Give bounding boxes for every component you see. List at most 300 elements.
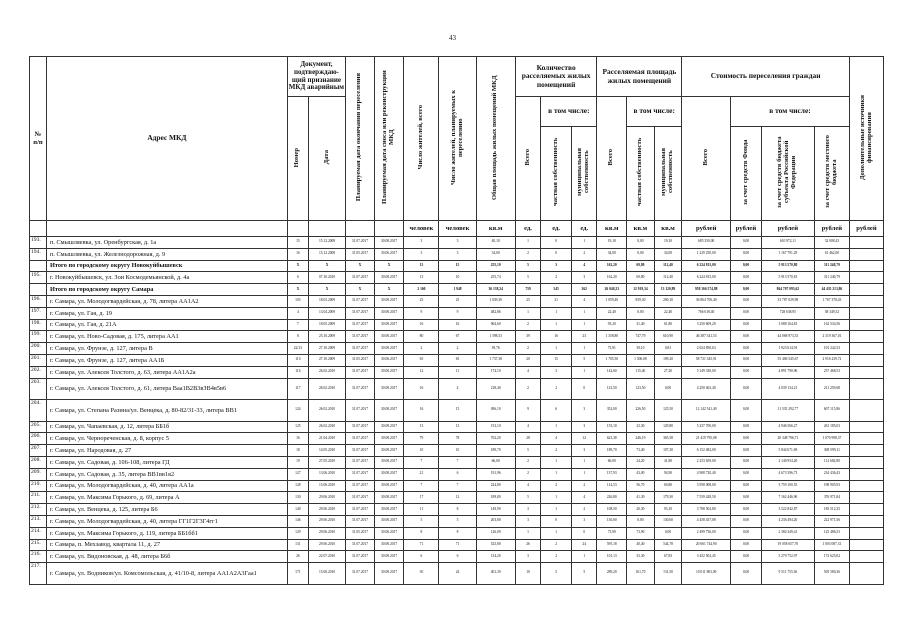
data-cell (849, 354, 883, 366)
data-cell: 200,10 (654, 295, 682, 307)
data-cell (849, 295, 883, 307)
data-cell: 15.06.2010 (308, 563, 345, 585)
data-cell: 30.06.2017 (374, 527, 404, 539)
data-cell: 839,30 (627, 295, 655, 307)
data-cell: 226,80 (597, 492, 627, 504)
data-cell: 1 (541, 307, 572, 319)
data-cell: 1 948 (439, 284, 476, 296)
data-cell: 36 864 706,40 (682, 295, 731, 307)
data-cell: 365,58 (654, 433, 682, 445)
data-cell: 30.08.2017 (374, 319, 404, 331)
data-cell: 3 (404, 237, 439, 249)
data-cell: 1 (541, 527, 572, 539)
data-cell: 191,96 (476, 468, 515, 480)
data-cell: 3 (572, 421, 597, 433)
data-cell: 30.08.2017 (374, 343, 404, 355)
data-cell: 30.08.2017 (374, 492, 404, 504)
data-cell: 3 (439, 237, 476, 249)
address-cell: г. Самара, ул. Молодогвардейская, д. 78, литера АА1А2 (46, 295, 287, 307)
data-cell: 34,00 (654, 248, 682, 260)
data-cell: 1 737,38 (476, 354, 515, 366)
unit-cell: кв.м (597, 221, 627, 237)
data-cell: 31.07.2017 (346, 295, 375, 307)
data-cell: 16 (541, 331, 572, 343)
data-cell: 759 (515, 284, 540, 296)
address-cell: г. Самара, ул. Молодогвардейская, д. 40, литера ГГ1Г2Г3Г4гг1 (46, 515, 287, 527)
data-cell: 31.05.2017 (346, 527, 375, 539)
data-cell: 30.08.2017 (374, 456, 404, 468)
data-cell: 0 (572, 378, 597, 400)
data-cell (849, 248, 883, 260)
data-cell: 10 (404, 445, 439, 457)
data-cell: 108,50 (597, 504, 627, 516)
col-planned-end: Планируемая дата окончания переселения (346, 57, 375, 221)
data-cell: 31.07.2017 (346, 539, 375, 551)
data-cell: 124 (287, 400, 308, 422)
row-number-cell: 197. (30, 307, 47, 319)
col-area-group: Расселяемая площадь жилых помещений (597, 57, 682, 97)
data-cell: 69,80 (627, 260, 655, 272)
table-row (30, 272, 884, 284)
data-cell (849, 492, 883, 504)
row-number-cell: 209. (30, 468, 47, 480)
data-cell: 5 (515, 445, 540, 457)
data-cell: 27.10.2009 (308, 343, 345, 355)
data-cell: 58 731 345,91 (682, 354, 731, 366)
data-cell: 24,20 (627, 456, 655, 468)
data-cell: 6 224 815,00 (682, 260, 731, 272)
data-cell: 2 499 736,00 (682, 527, 731, 539)
data-cell: 80 (404, 331, 439, 343)
data-cell: 1 (541, 504, 572, 516)
data-cell: 11 (404, 504, 439, 516)
data-cell: 1 (572, 456, 597, 468)
data-cell: 308 599,11 (814, 445, 849, 457)
data-cell: 352,00 (597, 400, 627, 422)
data-cell: 3 452 502,45 (682, 551, 731, 563)
data-cell (849, 456, 883, 468)
data-cell: 34,00 (476, 248, 515, 260)
data-cell: 101 242,53 (814, 343, 849, 355)
data-cell: 131,50 (654, 563, 682, 585)
data-cell: 130 (287, 492, 308, 504)
data-cell: 311 240,79 (814, 272, 849, 284)
data-cell: 0,00 (731, 468, 762, 480)
data-cell: 107,30 (654, 445, 682, 457)
data-cell: 10 (439, 272, 476, 284)
data-cell (849, 433, 883, 445)
data-cell: 0 (572, 527, 597, 539)
data-cell: 27,20 (654, 366, 682, 378)
unit-cell: человек (439, 221, 476, 237)
data-cell: 2 (515, 468, 540, 480)
data-cell: 0,00 (627, 515, 655, 527)
data-cell: 7 539 428,50 (682, 492, 731, 504)
data-cell: 94,90 (654, 468, 682, 480)
data-cell: 40,10 (476, 237, 515, 249)
data-cell: 93,20 (597, 319, 627, 331)
data-cell: 5 149 330,00 (682, 366, 731, 378)
data-cell: 69,80 (627, 272, 655, 284)
data-cell: 6 (287, 272, 308, 284)
data-cell: 255,10 (476, 260, 515, 272)
data-cell: 496,10 (476, 400, 515, 422)
row-number-cell: 196. (30, 295, 47, 307)
data-cell: 55 406 545,67 (761, 354, 814, 366)
data-cell: X (346, 260, 375, 272)
data-cell: 1 (515, 307, 540, 319)
data-cell: 3 (572, 272, 597, 284)
data-cell: 26.02.2010 (308, 366, 345, 378)
address-cell: г. Самара, ул. Водников/ул. Комсомольская, д. 41/10-8, литера АА1А2А3Гаа1 (46, 563, 287, 585)
data-cell: 255,74 (476, 272, 515, 284)
data-cell: 21 (541, 295, 572, 307)
data-cell: 15 (439, 260, 476, 272)
data-cell: 32 008,43 (814, 237, 849, 249)
data-cell: 30.08.2017 (374, 433, 404, 445)
data-cell: 25 (439, 295, 476, 307)
data-cell: 11 (439, 366, 476, 378)
data-cell: 728 638,95 (761, 307, 814, 319)
data-cell: 2 253 659,00 (682, 456, 731, 468)
data-cell: 179,30 (654, 492, 682, 504)
row-number-cell (30, 284, 47, 296)
data-cell: 5 (572, 354, 597, 366)
data-cell: 30.06.2017 (374, 354, 404, 366)
data-cell: 262 (572, 284, 597, 296)
data-cell: 15 (541, 354, 572, 366)
data-cell (849, 515, 883, 527)
data-cell: 15 (287, 237, 308, 249)
data-cell (849, 527, 883, 539)
data-cell: 3 (541, 260, 572, 272)
data-cell: 16 (404, 319, 439, 331)
row-number-cell: 203. (30, 378, 47, 400)
data-cell: 149,90 (476, 504, 515, 516)
data-cell: 60,80 (654, 480, 682, 492)
address-cell: г. Самара, ул. Молодогвардейская, д. 40, литера АА1а (46, 480, 287, 492)
data-cell: 25 (515, 295, 540, 307)
data-cell: 211 259,68 (814, 378, 849, 400)
data-cell: 21 419 795,08 (682, 433, 731, 445)
data-cell: 185 512,35 (814, 504, 849, 516)
data-cell: 1 923 614,91 (761, 343, 814, 355)
data-cell: 6 (439, 468, 476, 480)
row-number-cell (30, 260, 47, 272)
data-cell: 112,40 (654, 272, 682, 284)
total-row (30, 260, 884, 272)
data-cell: 4 250 463,40 (682, 378, 731, 400)
col-cost-subject: за счет средств бюджета субъекта Российской Федерации (761, 127, 814, 221)
data-cell: 0,00 (731, 421, 762, 433)
data-cell: 38 349,52 (814, 307, 849, 319)
data-cell: 30.08.2017 (374, 551, 404, 563)
data-cell (849, 331, 883, 343)
row-number-cell: 193. (30, 237, 47, 249)
col-cost-incl: в том числе: (731, 97, 850, 127)
data-cell: 0,00 (627, 307, 655, 319)
data-cell: 27.05.2010 (308, 456, 345, 468)
data-cell: 36 138,24 (476, 284, 515, 296)
data-cell: 44 435 213,86 (814, 284, 849, 296)
data-cell: 131 (287, 539, 308, 551)
data-cell: 0,00 (731, 515, 762, 527)
data-cell: 1 358,80 (597, 331, 627, 343)
data-cell: 15.12.2008 (308, 248, 345, 260)
data-cell: 31.07.2017 (346, 421, 375, 433)
data-cell: 0,00 (731, 539, 762, 551)
address-cell: г. Самара, ул. Видоновская, д. 48, литера Б6б (46, 551, 287, 563)
data-cell: 26 (287, 551, 308, 563)
data-cell: 13.04.2009 (308, 307, 345, 319)
data-cell: 9 511 755,36 (761, 563, 814, 585)
data-cell: 1 705,50 (597, 354, 627, 366)
data-cell: 153,10 (597, 421, 627, 433)
data-cell: 7 (287, 319, 308, 331)
data-cell: 13 120,89 (654, 284, 682, 296)
address-cell: Итого по городскому округу Новокуйбышевск (46, 260, 287, 272)
data-cell: 3 759 100,55 (761, 480, 814, 492)
data-cell: 2 (572, 248, 597, 260)
row-number-cell: 207. (30, 445, 47, 457)
data-cell: 0,00 (627, 248, 655, 260)
data-cell: 2 (515, 319, 540, 331)
data-cell: 1 (572, 366, 597, 378)
data-cell: 20,30 (627, 504, 655, 516)
data-cell: 3 708 502,80 (682, 504, 731, 516)
data-cell: 31.07.2017 (346, 343, 375, 355)
data-cell: 61,80 (654, 319, 682, 331)
data-cell: X (374, 260, 404, 272)
data-cell: 5 913 570,81 (761, 272, 814, 284)
data-cell: 29.06.2010 (308, 504, 345, 516)
data-cell (849, 343, 883, 355)
data-cell (849, 260, 883, 272)
data-cell: 1 (541, 421, 572, 433)
col-planned-demolition: Планируемая дата сноса или реконструкции МКД (374, 57, 404, 221)
address-cell: г. Самара, ул. Алексея Толстого, д. 63, литера АА1А2а (46, 366, 287, 378)
data-cell: 18.03.2009 (308, 295, 345, 307)
data-cell: 9 (515, 400, 540, 422)
address-cell: г. Самара, ул. Фрунзе, д. 127, литера В (46, 343, 287, 355)
table-row (30, 480, 884, 492)
data-cell: 30.08.2017 (374, 445, 404, 457)
data-cell: 1 070 998,37 (814, 433, 849, 445)
data-cell: 2 916 239,72 (814, 354, 849, 366)
data-cell: 5 (515, 260, 540, 272)
data-cell: 747,79 (627, 331, 655, 343)
data-cell: 2 (541, 539, 572, 551)
data-cell: X (346, 284, 375, 296)
data-cell: 4 039 134,21 (761, 378, 814, 400)
data-cell: 0,00 (731, 354, 762, 366)
data-cell: 07.10.2010 (308, 272, 345, 284)
data-cell: 15 (439, 400, 476, 422)
unit-cell: кв.м (627, 221, 655, 237)
data-cell: 5 237 700,00 (682, 421, 731, 433)
data-cell: 189,70 (476, 445, 515, 457)
unit-cell: рублей (731, 221, 762, 237)
data-cell: 29.06.2010 (308, 492, 345, 504)
data-cell: 5 913 570,80 (761, 260, 814, 272)
data-cell: 31.07.2017 (346, 433, 375, 445)
col-qty-municipal: муниципальная собственность (572, 127, 597, 221)
unit-cell: ед. (515, 221, 540, 237)
data-cell: 31.07.2017 (346, 504, 375, 516)
data-cell: 6 152 482,00 (682, 445, 731, 457)
data-cell: X (308, 284, 345, 296)
address-cell: п. Смышляевка, ул. Оренбургская, д. 1а (46, 237, 287, 249)
data-cell: 21.04.2010 (308, 433, 345, 445)
data-cell: 8 (404, 527, 439, 539)
data-cell: 116 (287, 366, 308, 378)
data-cell (849, 468, 883, 480)
data-cell: 22.07.2010 (308, 551, 345, 563)
data-cell: 0,00 (731, 331, 762, 343)
col-doc-group: Документ, подтверждаю-щий признание МКД аварийным (287, 57, 345, 97)
data-cell: 1 229 250,00 (682, 248, 731, 260)
data-cell: 5 (572, 563, 597, 585)
data-cell: 73,90 (627, 527, 655, 539)
data-cell: 129 (287, 527, 308, 539)
data-cell: 4 (439, 378, 476, 400)
data-cell: 39,76 (476, 343, 515, 355)
data-cell: 31.07.2017 (346, 563, 375, 585)
data-cell: 23,30 (627, 421, 655, 433)
address-cell: Итого по городскому округу Самара (46, 284, 287, 296)
col-address: Адрес МКД (46, 57, 287, 221)
address-cell: г. Самара, ул. Степана Разина/ул. Венцека, д. 80-82/31-33, литера ВВ1 (46, 400, 287, 422)
data-cell: 505 580,36 (814, 563, 849, 585)
data-cell: 146 (287, 515, 308, 527)
data-cell: 65 (404, 354, 439, 366)
data-cell (849, 237, 883, 249)
data-cell: 130,60 (597, 515, 627, 527)
address-cell: г. Самара, ул. Чернореченская, д. 8, корпус 5 (46, 433, 287, 445)
row-number-cell: 201. (30, 354, 47, 366)
data-cell: 1 767 378,43 (814, 295, 849, 307)
data-cell: 7 (439, 480, 476, 492)
unit-cell: рублей (761, 221, 814, 237)
data-cell: 198 905,93 (814, 480, 849, 492)
data-cell: 0,00 (731, 295, 762, 307)
row-number-cell: 217. (30, 563, 47, 585)
table-row (30, 237, 884, 249)
data-cell: 140 (287, 504, 308, 516)
table-row (30, 539, 884, 551)
data-cell: 20 (515, 354, 540, 366)
data-cell: 4 891 790,96 (761, 366, 814, 378)
data-cell: 30.08.2017 (374, 366, 404, 378)
col-num: № п/п (30, 57, 47, 221)
data-cell: 0,00 (731, 378, 762, 400)
table-row (30, 248, 884, 260)
data-cell: 22/13 (287, 343, 308, 355)
data-cell: 162 534,56 (814, 319, 849, 331)
data-cell: 123,50 (597, 378, 627, 400)
data-cell: 1 059,40 (597, 295, 627, 307)
data-cell: 31.07.2017 (346, 480, 375, 492)
data-cell: 65 (439, 354, 476, 366)
data-cell: 41,30 (627, 492, 655, 504)
data-cell: 595,18 (597, 539, 627, 551)
data-cell: 0,00 (731, 563, 762, 585)
data-cell: 117 (287, 378, 308, 400)
data-cell: 2 (515, 378, 540, 400)
data-cell: 702,20 (476, 433, 515, 445)
data-cell: 0 (541, 237, 572, 249)
table-row (30, 307, 884, 319)
data-cell: 1 (572, 468, 597, 480)
data-cell: 14.05.2010 (308, 445, 345, 457)
data-cell: X (287, 260, 308, 272)
data-cell: 125,50 (654, 400, 682, 422)
data-cell: 61 462,00 (814, 248, 849, 260)
data-cell: 7 (404, 480, 439, 492)
data-cell: 31.07.2017 (346, 366, 375, 378)
row-number-cell: 212. (30, 504, 47, 516)
data-cell: 5 (541, 563, 572, 585)
data-cell: 31.07.2017 (346, 319, 375, 331)
data-cell: 33,30 (627, 551, 655, 563)
data-cell: 15.12.2008 (308, 237, 345, 249)
table-row (30, 433, 884, 445)
col-doc-date: Дата (308, 97, 345, 221)
data-cell: 39 (515, 331, 540, 343)
data-cell: 30 (404, 563, 439, 585)
data-cell: 4 458 457,08 (682, 515, 731, 527)
data-cell: 115,40 (627, 366, 655, 378)
row-number-cell: 210. (30, 480, 47, 492)
row-number-cell: 204. (30, 400, 47, 422)
data-cell: 142,60 (597, 366, 627, 378)
data-cell: 311 240,79 (814, 260, 849, 272)
data-cell: 0,00 (731, 400, 762, 422)
data-cell: 12 (572, 433, 597, 445)
data-cell: 31.07.2017 (346, 331, 375, 343)
row-number-cell: 215. (30, 539, 47, 551)
data-cell: 1 167 791,29 (761, 248, 814, 260)
data-cell: 31.07.2017 (346, 378, 375, 400)
data-cell: 0,00 (731, 527, 762, 539)
resettlement-table (29, 56, 884, 585)
address-cell: г. Самара, ул. Гая, д. 21А (46, 319, 287, 331)
data-cell (849, 563, 883, 585)
data-cell: 3 (572, 400, 597, 422)
data-cell (849, 421, 883, 433)
data-cell: 9 (439, 307, 476, 319)
data-cell: 0,00 (731, 480, 762, 492)
data-cell: 171 (287, 563, 308, 585)
data-cell: 523,80 (476, 539, 515, 551)
data-cell: 125 (287, 421, 308, 433)
data-cell: 0,00 (731, 237, 762, 249)
address-cell: г. Самара, ул. Садовая, д. 35, литера ВВ1вв1в2 (46, 468, 287, 480)
data-cell: 6 (439, 551, 476, 563)
data-cell: 3 (515, 551, 540, 563)
col-cost-group: Стоимость переселения граждан (682, 57, 850, 97)
table-row (30, 445, 884, 457)
data-cell: 56,70 (627, 480, 655, 492)
data-cell: 71 (404, 539, 439, 551)
data-cell: 5 (404, 515, 439, 527)
table-row (30, 551, 884, 563)
data-cell: 19,10 (597, 237, 627, 249)
data-cell: 44 068 973,53 (761, 331, 814, 343)
data-cell: 7 (439, 456, 476, 468)
data-cell: 2 (541, 445, 572, 457)
data-cell: 864 707 095,62 (761, 284, 814, 296)
